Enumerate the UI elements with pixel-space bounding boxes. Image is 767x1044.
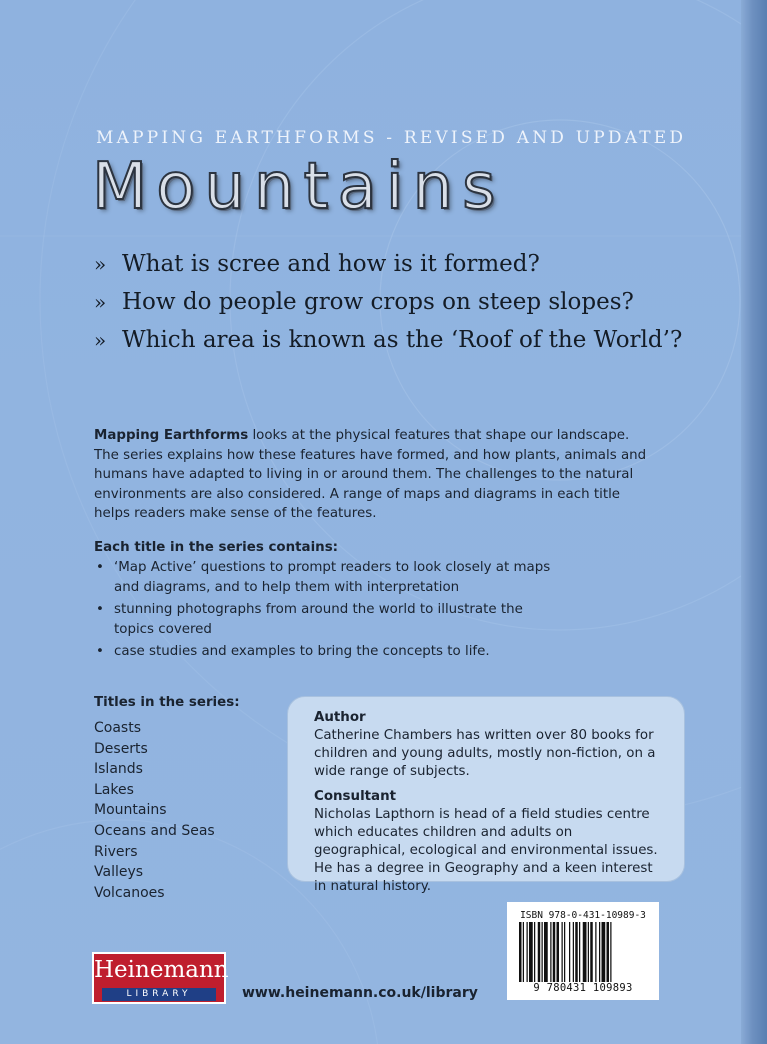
question-text: What is scree and how is it formed? bbox=[122, 251, 540, 277]
chevron-marker: » bbox=[94, 328, 107, 352]
barcode-icon bbox=[519, 922, 649, 982]
author-info-box bbox=[287, 696, 685, 895]
title-item: Lakes bbox=[94, 781, 134, 798]
publisher-imprint: LIBRARY bbox=[102, 988, 216, 1001]
titles-heading: Titles in the series: bbox=[94, 695, 240, 710]
publisher-url[interactable]: www.heinemann.co.uk/library bbox=[242, 985, 478, 1001]
question-text: How do people grow crops on steep slopes? bbox=[122, 289, 634, 315]
list-item bbox=[94, 558, 554, 597]
series-description bbox=[94, 426, 654, 524]
list-item-text: stunning photographs from around the world to illustrate the topics covered bbox=[114, 602, 523, 637]
title-item: Valleys bbox=[94, 864, 144, 881]
list-item bbox=[94, 600, 554, 639]
list-item-text: case studies and examples to bring the concepts to life. bbox=[114, 644, 490, 659]
title-item: Coasts bbox=[94, 720, 141, 736]
question-text: Which area is known as the ‘Roof of the World’? bbox=[122, 327, 683, 353]
publisher-name: Heinemann bbox=[94, 957, 229, 983]
question-list bbox=[94, 245, 682, 359]
series-name: Mapping Earthforms bbox=[94, 428, 249, 443]
description-text: looks at the physical features that shape our landscape. The series explains how these features have formed, and how plants, animals and humans have adapted to living in or around them. The challenges to the natural environments are also considered. A range of maps and diagrams in each title helps readers make sense of the features. bbox=[94, 428, 647, 521]
question-item bbox=[94, 245, 682, 283]
title-item: Volcanoes bbox=[94, 884, 165, 901]
contents-list bbox=[94, 558, 554, 665]
series-line: MAPPING EARTHFORMS - REVISED AND UPDATED bbox=[96, 128, 687, 148]
contents-heading: Each title in the series contains: bbox=[94, 540, 339, 555]
author-bio: Catherine Chambers has written over 80 books for children and young adults, mostly non-fiction, on a wide range of subjects. bbox=[314, 728, 656, 780]
question-item bbox=[94, 321, 682, 359]
title-item: Rivers bbox=[94, 843, 138, 860]
title-item: Mountains bbox=[94, 802, 167, 819]
bullet-icon: • bbox=[96, 644, 104, 659]
bullet-icon: • bbox=[96, 560, 104, 575]
book-title: Mountains bbox=[92, 150, 505, 224]
barcode-number: 9 780431 109893 bbox=[533, 982, 633, 994]
title-item: Oceans and Seas bbox=[94, 822, 215, 839]
chevron-marker: » bbox=[94, 252, 107, 276]
isbn-label: ISBN 978-0-431-10989-3 bbox=[520, 910, 646, 921]
barcode-panel bbox=[507, 902, 659, 1000]
consultant-bio: Nicholas Lapthorn is head of a field studies centre which educates children and adults on geographical, ecological and environmental issues. He has a degree in Geography and a keen interest in natural history. bbox=[314, 806, 658, 895]
chevron-marker: » bbox=[94, 290, 107, 314]
question-item bbox=[94, 283, 682, 321]
title-item: Islands bbox=[94, 761, 143, 778]
bullet-icon: • bbox=[96, 602, 104, 617]
consultant-heading: Consultant bbox=[314, 788, 397, 804]
list-item-text: ‘Map Active’ questions to prompt readers to look closely at maps and diagrams, and to help them with interpretation bbox=[114, 560, 551, 595]
publisher-logo bbox=[92, 952, 229, 1004]
title-item: Deserts bbox=[94, 740, 148, 757]
titles-list bbox=[94, 718, 215, 903]
list-item bbox=[94, 642, 554, 662]
author-heading: Author bbox=[314, 710, 366, 725]
spine-edge bbox=[741, 0, 767, 1044]
